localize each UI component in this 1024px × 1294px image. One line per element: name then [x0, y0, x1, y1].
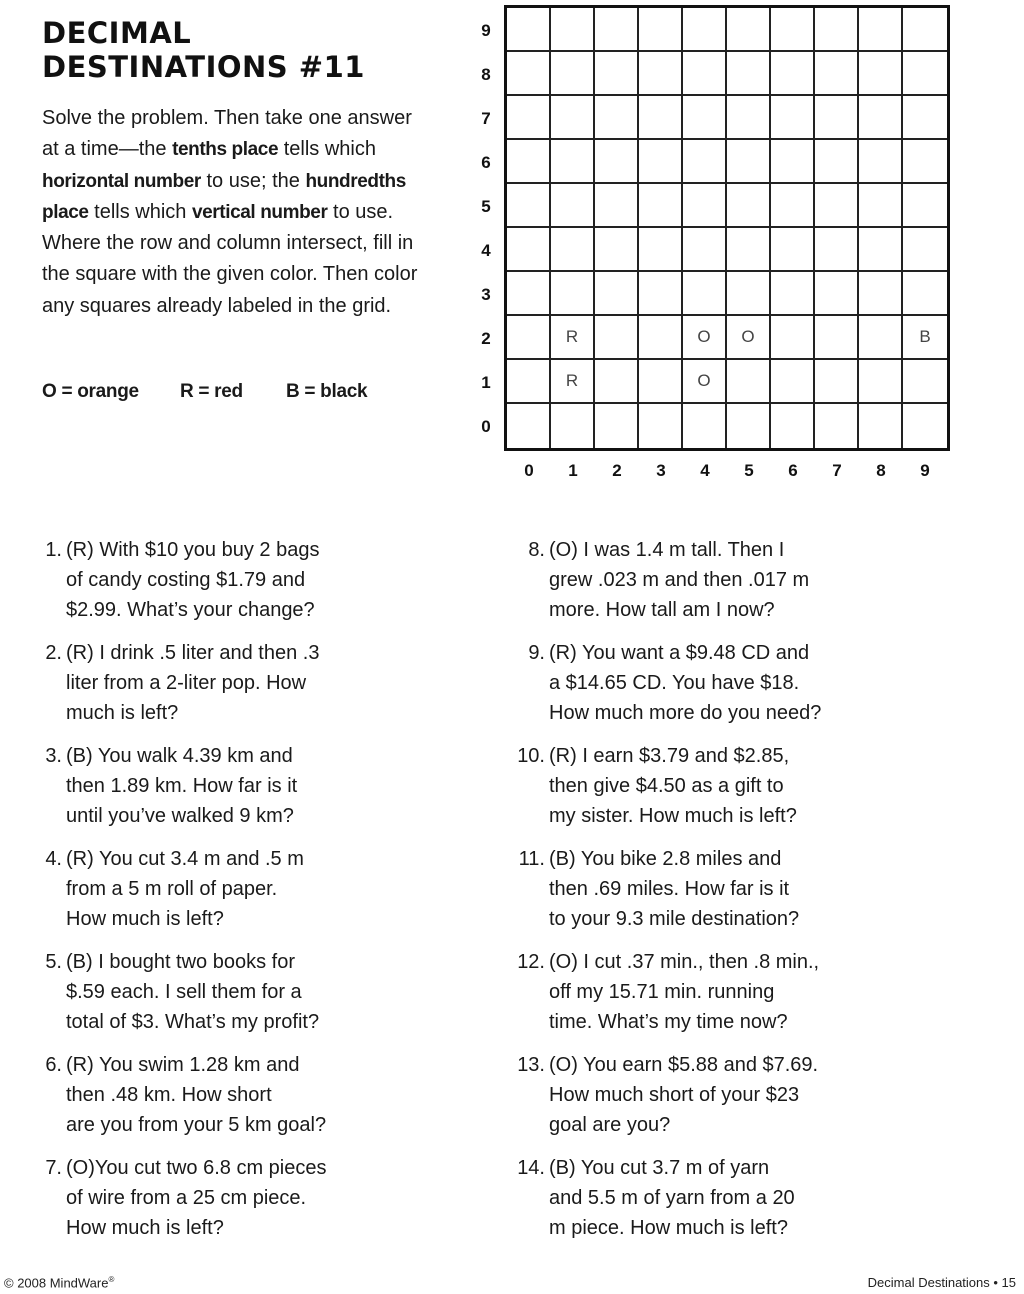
- grid-cell[interactable]: [683, 316, 727, 360]
- problem-number: 11.: [518, 848, 545, 870]
- grid-cell[interactable]: [815, 228, 859, 272]
- grid-cell[interactable]: [595, 140, 639, 184]
- grid-cell[interactable]: [551, 404, 595, 448]
- y-axis-label: 1: [481, 373, 491, 392]
- grid-cell[interactable]: [595, 272, 639, 316]
- grid-cell[interactable]: [859, 360, 903, 404]
- grid-cell[interactable]: [507, 272, 551, 316]
- problem-number: 13.: [517, 1054, 545, 1076]
- grid-cell[interactable]: [859, 228, 903, 272]
- problem-text-line: (R) You want a $9.48 CD and: [549, 642, 810, 664]
- y-axis-label: 5: [481, 197, 491, 216]
- title-line-2: DESTINATIONS #11: [42, 50, 365, 84]
- problem-text-line: $2.99. What’s your change?: [66, 599, 315, 621]
- instructions-text: to use. Where the row and column intersect, fill in the square with the given color. Then color any squares already labeled in the grid.: [42, 200, 418, 317]
- grid-cell[interactable]: [683, 228, 727, 272]
- y-axis-label: 3: [481, 285, 491, 304]
- grid-cell[interactable]: [551, 272, 595, 316]
- grid-cell[interactable]: [507, 184, 551, 228]
- problem-text-line: m piece. How much is left?: [549, 1217, 788, 1239]
- grid-cell[interactable]: [903, 316, 947, 360]
- x-axis-label: 8: [876, 461, 886, 480]
- page-footer: Decimal Destinations • 15: [867, 1275, 1016, 1290]
- grid-cell[interactable]: [683, 140, 727, 184]
- grid-cell[interactable]: [771, 140, 815, 184]
- problem-text-line: time. What’s my time now?: [549, 1011, 788, 1033]
- grid-cell[interactable]: [595, 228, 639, 272]
- problem-text-line: (O) I cut .37 min., then .8 min.,: [549, 951, 820, 973]
- problem-text-line: (R) With $10 you buy 2 bags: [66, 539, 320, 561]
- instructions-text: to use; the: [200, 169, 306, 192]
- grid-cell[interactable]: [727, 404, 771, 448]
- x-axis-label: 7: [832, 461, 842, 480]
- problem-text-line: grew .023 m and then .017 m: [549, 569, 810, 591]
- grid-cell[interactable]: [507, 96, 551, 140]
- problem-text-line: then give $4.50 as a gift to: [549, 775, 784, 797]
- grid-cell[interactable]: [815, 316, 859, 360]
- grid-cell[interactable]: [815, 404, 859, 448]
- copyright-text: © 2008 MindWare: [4, 1275, 109, 1291]
- grid-cell[interactable]: [771, 272, 815, 316]
- grid-cell[interactable]: [683, 96, 727, 140]
- legend-black: B = black: [286, 381, 368, 402]
- problem-text-line: (R) You cut 3.4 m and .5 m: [66, 848, 304, 870]
- problem-text-line: total of $3. What’s my profit?: [66, 1011, 320, 1033]
- grid-cell[interactable]: [683, 184, 727, 228]
- grid-cell[interactable]: [507, 52, 551, 96]
- grid-cell[interactable]: [639, 8, 683, 52]
- problem-text-line: (O)You cut two 6.8 cm pieces: [66, 1157, 327, 1179]
- y-axis-label: 8: [481, 65, 491, 84]
- x-axis-label: 1: [568, 461, 578, 480]
- grid-cell[interactable]: [507, 228, 551, 272]
- x-axis-label: 9: [920, 461, 930, 480]
- grid-cell[interactable]: [727, 316, 771, 360]
- problem-text-line: (B) I bought two books for: [66, 951, 296, 973]
- problem-text-line: (O) You earn $5.88 and $7.69.: [549, 1054, 819, 1076]
- grid-cell[interactable]: [903, 52, 947, 96]
- grid-cell[interactable]: [683, 272, 727, 316]
- cell-color-label: R: [565, 371, 579, 390]
- grid-cell[interactable]: [507, 316, 551, 360]
- problem-text-line: of candy costing $1.79 and: [66, 569, 306, 591]
- instructions-bold: hundredths place: [42, 170, 406, 223]
- grid-cell[interactable]: [639, 360, 683, 404]
- grid-cell[interactable]: [815, 140, 859, 184]
- grid-cell[interactable]: [551, 316, 595, 360]
- grid-cell[interactable]: [639, 228, 683, 272]
- grid-cell[interactable]: [551, 228, 595, 272]
- grid-cell[interactable]: [639, 404, 683, 448]
- problem-text-line: are you from your 5 km goal?: [66, 1114, 327, 1136]
- grid-cell[interactable]: [639, 316, 683, 360]
- grid-cell[interactable]: [507, 360, 551, 404]
- grid-cell[interactable]: [859, 404, 903, 448]
- grid-cell[interactable]: [595, 52, 639, 96]
- problem-text-line: my sister. How much is left?: [549, 805, 797, 827]
- problem-text-line: How much is left?: [66, 908, 224, 930]
- problem-number: 6.: [45, 1054, 62, 1076]
- problem-text-line: more. How tall am I now?: [549, 599, 775, 621]
- cell-color-label: R: [565, 327, 579, 346]
- y-axis-label: 2: [481, 329, 491, 348]
- cell-color-label: O: [741, 327, 755, 346]
- grid-cell[interactable]: [727, 140, 771, 184]
- grid-cell[interactable]: [771, 404, 815, 448]
- x-axis-label: 2: [612, 461, 622, 480]
- grid-cell[interactable]: [771, 52, 815, 96]
- grid-cell[interactable]: [727, 272, 771, 316]
- y-axis-label: 6: [481, 153, 491, 172]
- grid-cell[interactable]: [727, 96, 771, 140]
- grid-cell[interactable]: [771, 360, 815, 404]
- worksheet-title: [42, 16, 462, 84]
- grid-cell[interactable]: [595, 316, 639, 360]
- grid-cell[interactable]: [551, 140, 595, 184]
- grid-cell[interactable]: [903, 360, 947, 404]
- x-axis-label: 0: [524, 461, 534, 480]
- problem-text-line: much is left?: [66, 702, 179, 724]
- grid-cell[interactable]: [595, 360, 639, 404]
- grid-cell[interactable]: [815, 360, 859, 404]
- problem-text-line: liter from a 2-liter pop. How: [66, 672, 307, 694]
- grid-cell[interactable]: [903, 8, 947, 52]
- grid-cell[interactable]: [903, 272, 947, 316]
- grid-cell[interactable]: [903, 404, 947, 448]
- grid-cell[interactable]: [771, 8, 815, 52]
- grid-cell[interactable]: [551, 52, 595, 96]
- problem-number: 10.: [517, 745, 545, 767]
- problem-number: 3.: [45, 745, 62, 767]
- problem-text-line: (B) You walk 4.39 km and: [66, 745, 293, 767]
- problem-text-line: a $14.65 CD. You have $18.: [549, 672, 800, 694]
- grid-cell[interactable]: [815, 52, 859, 96]
- x-axis-label: 4: [700, 461, 710, 480]
- grid-cell[interactable]: [903, 140, 947, 184]
- problem-text-line: (R) You swim 1.28 km and: [66, 1054, 300, 1076]
- instructions-text: tells which: [88, 200, 192, 223]
- problem-number: 9.: [528, 642, 545, 664]
- grid-cell[interactable]: [815, 184, 859, 228]
- legend-orange: O = orange: [42, 381, 139, 402]
- grid-cell[interactable]: [551, 360, 595, 404]
- grid-cell[interactable]: [507, 404, 551, 448]
- copyright: [4, 1275, 114, 1290]
- problem-text-line: (B) You bike 2.8 miles and: [549, 848, 782, 870]
- grid-cell[interactable]: [727, 184, 771, 228]
- grid-cell[interactable]: [639, 140, 683, 184]
- grid-cell[interactable]: [859, 8, 903, 52]
- problem-text-line: to your 9.3 mile destination?: [549, 908, 800, 930]
- x-axis-label: 6: [788, 461, 798, 480]
- problem-text-line: until you’ve walked 9 km?: [66, 805, 294, 827]
- instructions: [42, 103, 422, 322]
- grid-cell[interactable]: [639, 272, 683, 316]
- grid-cell[interactable]: [815, 8, 859, 52]
- grid-cell[interactable]: [551, 184, 595, 228]
- problem-number: 4.: [45, 848, 62, 870]
- grid-cell[interactable]: [683, 52, 727, 96]
- problem-text-line: $.59 each. I sell them for a: [66, 981, 302, 1003]
- problem-text-line: (O) I was 1.4 m tall. Then I: [549, 539, 785, 561]
- grid-cell[interactable]: [859, 272, 903, 316]
- cell-color-label: O: [697, 327, 711, 346]
- problem-text-line: then .48 km. How short: [66, 1084, 272, 1106]
- grid-cell[interactable]: [551, 96, 595, 140]
- cell-color-label: O: [697, 371, 711, 390]
- legend-red: R = red: [180, 381, 243, 402]
- problem-number: 8.: [528, 539, 545, 561]
- instructions-bold: horizontal number: [42, 170, 201, 192]
- y-axis-label: 4: [481, 241, 491, 260]
- problem-number: 1.: [45, 539, 62, 561]
- grid-cell[interactable]: [771, 316, 815, 360]
- cell-color-label: B: [919, 327, 931, 346]
- grid-cell[interactable]: [859, 96, 903, 140]
- grid-cell[interactable]: [727, 360, 771, 404]
- problem-number: 2.: [45, 642, 62, 664]
- grid-cell[interactable]: [903, 184, 947, 228]
- grid-cell[interactable]: [639, 52, 683, 96]
- x-axis-label: 5: [744, 461, 754, 480]
- problem-text-line: (B) You cut 3.7 m of yarn: [549, 1157, 770, 1179]
- grid-cell[interactable]: [727, 8, 771, 52]
- problem-number: 7.: [45, 1157, 62, 1179]
- grid-cell[interactable]: [859, 184, 903, 228]
- x-axis-label: 3: [656, 461, 666, 480]
- y-axis-label: 7: [481, 109, 491, 128]
- grid-cell[interactable]: [683, 8, 727, 52]
- problem-text-line: then .69 miles. How far is it: [549, 878, 790, 900]
- grid-cell[interactable]: [859, 52, 903, 96]
- grid-cell[interactable]: [771, 96, 815, 140]
- problem-text-line: (R) I earn $3.79 and $2.85,: [549, 745, 790, 767]
- problem-number: 12.: [517, 951, 545, 973]
- problem-text-line: of wire from a 25 cm piece.: [66, 1187, 307, 1209]
- grid-cell[interactable]: [771, 184, 815, 228]
- grid-cell[interactable]: [595, 96, 639, 140]
- grid-cell[interactable]: [727, 228, 771, 272]
- instructions-text: Solve the problem. Then take one answer at a time—the: [42, 107, 412, 161]
- instructions-text: tells which: [278, 138, 376, 161]
- grid-cell[interactable]: [683, 360, 727, 404]
- grid-cell[interactable]: [595, 8, 639, 52]
- problem-text-line: How much more do you need?: [549, 702, 822, 724]
- problem-text-line: goal are you?: [549, 1114, 671, 1136]
- instructions-bold: vertical number: [191, 201, 328, 223]
- problem-text-line: (R) I drink .5 liter and then .3: [66, 642, 320, 664]
- grid-cell[interactable]: [551, 8, 595, 52]
- title-line-1: DECIMAL: [42, 16, 192, 50]
- grid-cell[interactable]: [859, 140, 903, 184]
- problem-text-line: How much is left?: [66, 1217, 224, 1239]
- y-axis-label: 9: [481, 21, 491, 40]
- grid-cell[interactable]: [859, 316, 903, 360]
- grid-cell[interactable]: [507, 8, 551, 52]
- grid-cell[interactable]: [815, 96, 859, 140]
- grid-cell[interactable]: [507, 140, 551, 184]
- grid-cell[interactable]: [771, 228, 815, 272]
- grid-cell[interactable]: [903, 228, 947, 272]
- problem-text-line: How much short of your $23: [549, 1084, 800, 1106]
- problem-number: 14.: [517, 1157, 545, 1179]
- grid-cell[interactable]: [815, 272, 859, 316]
- problem-text-line: then 1.89 km. How far is it: [66, 775, 298, 797]
- grid-cell[interactable]: [903, 96, 947, 140]
- grid-cell[interactable]: [639, 184, 683, 228]
- problem-number: 5.: [45, 951, 62, 973]
- grid-cell[interactable]: [683, 404, 727, 448]
- grid-cell[interactable]: [595, 184, 639, 228]
- problem-text-line: and 5.5 m of yarn from a 20: [549, 1187, 795, 1209]
- problem-text-line: from a 5 m roll of paper.: [66, 878, 278, 900]
- instructions-bold: tenths place: [172, 139, 279, 161]
- problem-text-line: off my 15.71 min. running: [549, 981, 775, 1003]
- y-axis-label: 0: [481, 417, 491, 436]
- coordinate-grid: [504, 5, 950, 451]
- grid-cell[interactable]: [639, 96, 683, 140]
- grid-cell[interactable]: [727, 52, 771, 96]
- grid-cell[interactable]: [595, 404, 639, 448]
- registered-mark: ®: [108, 1275, 115, 1284]
